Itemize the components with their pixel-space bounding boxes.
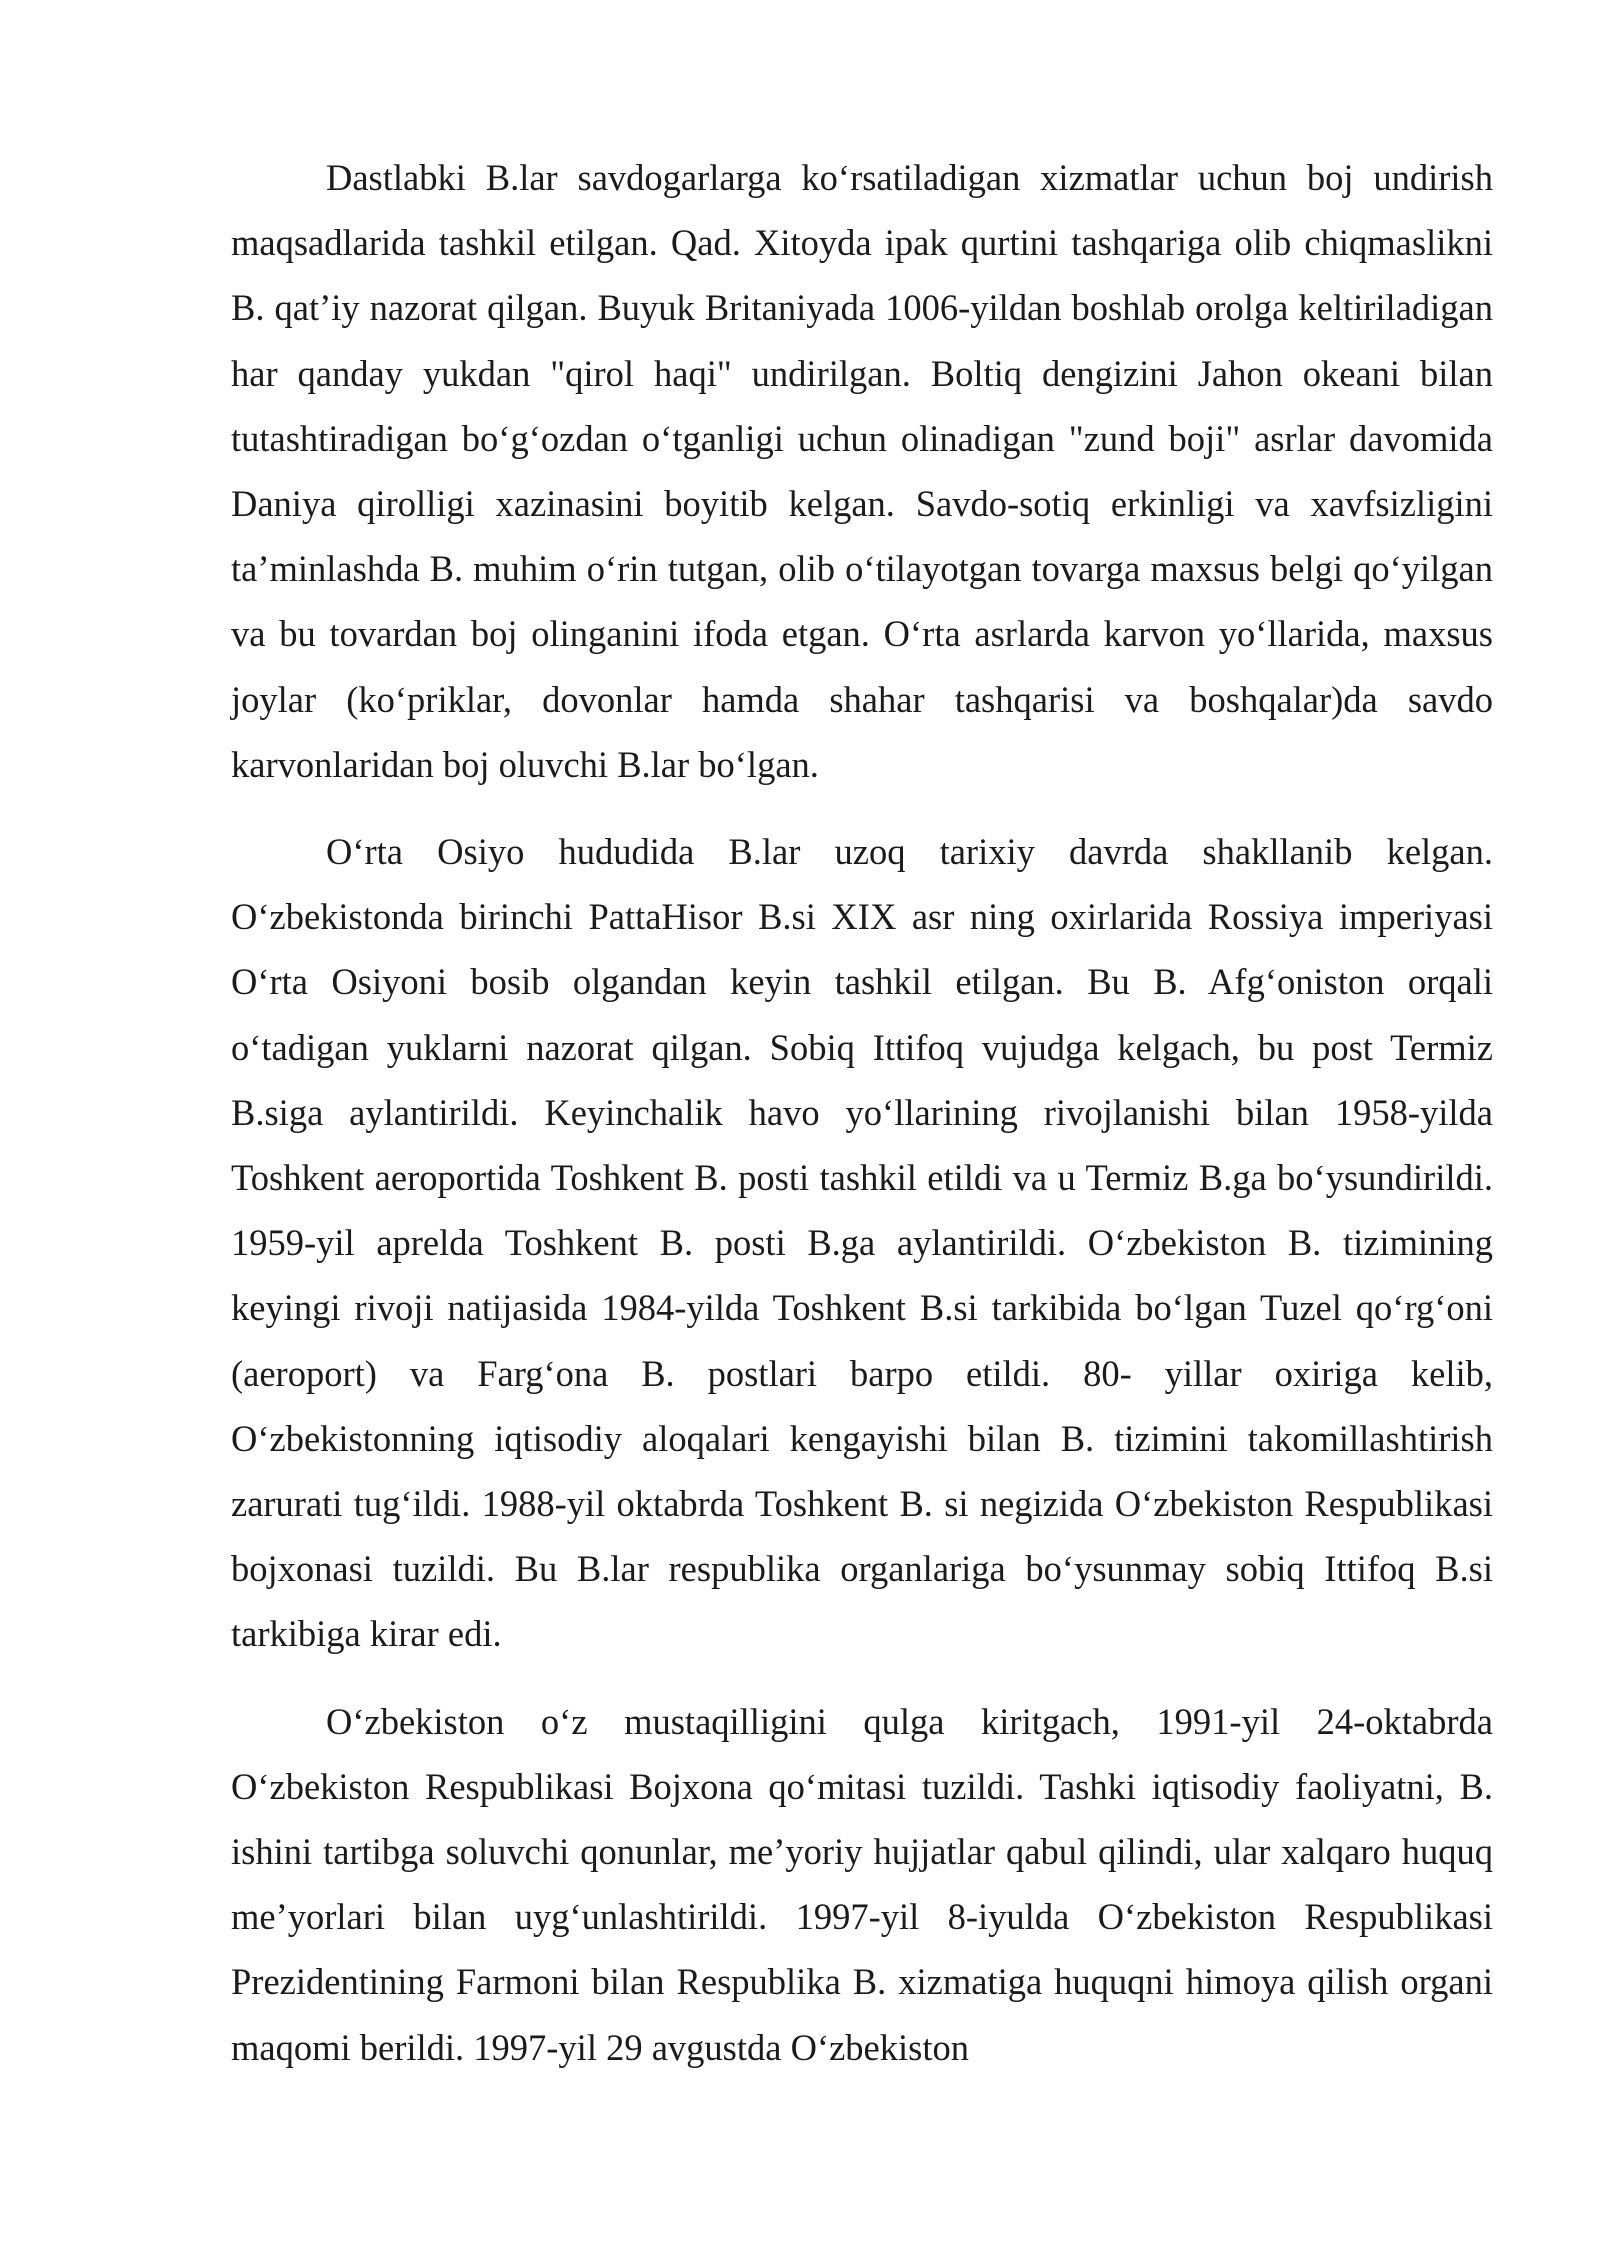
paragraph-1: Dastlabki B.lar savdogarlarga ko‘rsatiladigan xizmatlar uchun boj undirish maqsadlarida tashkil etilgan. Qad. Xitoyda ipak qurtini tashqariga olib chiqmaslikni B. qat’iy nazorat qilgan. Buyuk Britaniyada 1006-yildan boshlab orolga keltiriladigan har qanday yukdan "qirol haqi" undirilgan. Boltiq dengizini Jahon okeani bilan tutashtiradigan bo‘g‘ozdan o‘tganligi uchun olinadigan "zund boji" asrlar davomida Daniya qirolligi xazinasini boyitib kelgan. Savdo-sotiq erkinligi va xavfsizligini ta’minlashda B. muhim o‘rin tutgan, olib o‘tilayotgan tovarga maxsus belgi qo‘yilgan va bu tovardan boj olinganini ifoda etgan. O‘rta asrlarda karvon yo‘llarida, maxsus joylar (ko‘priklar, dovonlar hamda shahar tashqarisi va boshqalar)da savdo karvonlaridan boj oluvchi B.lar bo‘lgan. — [231, 157, 1493, 785]
paragraph-3: O‘zbekiston o‘z mustaqilligini qulga kiritgach, 1991-yil 24-oktabrda O‘zbekiston Respublikasi Bojxona qo‘mitasi tuzildi. Tashki iqtisodiy faoliyatni, B. ishini tartibga soluvchi qonunlar, me’yoriy hujjatlar qabul qilindi, ular xalqaro huquq me’yorlari bilan uyg‘unlashtirildi. 1997-yil 8-iyulda O‘zbekiston Respublikasi Prezidentining Farmoni bilan Respublika B. xizmatiga huquqni himoya qilish organi maqomi berildi. 1997-yil 29 avgustda O‘zbekiston — [231, 1700, 1493, 2068]
paragraph-2: O‘rta Osiyo hududida B.lar uzoq tarixiy davrda shakllanib kelgan. O‘zbekistonda birinchi PattaHisor B.si XIX asr ning oxirlarida Rossiya imperiyasi O‘rta Osiyoni bosib olgandan keyin tashkil etilgan. Bu B. Afg‘oniston orqali o‘tadigan yuklarni nazorat qilgan. Sobiq Ittifoq vujudga kelgach, bu post Termiz B.siga aylantirildi. Keyinchalik havo yo‘llarining rivojlanishi bilan 1958-yilda Toshkent aeroportida Toshkent B. posti tashkil etildi va u Termiz B.ga bo‘ysundirildi. 1959-yil aprelda Toshkent B. posti B.ga aylantirildi. O‘zbekiston B. tizimining keyingi rivoji natijasida 1984-yilda Toshkent B.si tarkibida bo‘lgan Tuzel qo‘rg‘oni (aeroport) va Farg‘ona B. postlari barpo etildi. 80- yillar oxiriga kelib, O‘zbekistonning iqtisodiy aloqalari kengayishi bilan B. tizimini takomillashtirish zarurati tug‘ildi. 1988-yil oktabrda Toshkent B. si negizida O‘zbekiston Respublikasi bojxonasi tuzildi. Bu B.lar respublika organlariga bo‘ysunmay sobiq Ittifoq B.si tarkibiga kirar edi. — [231, 831, 1493, 1655]
document-body — [231, 145, 1493, 2102]
